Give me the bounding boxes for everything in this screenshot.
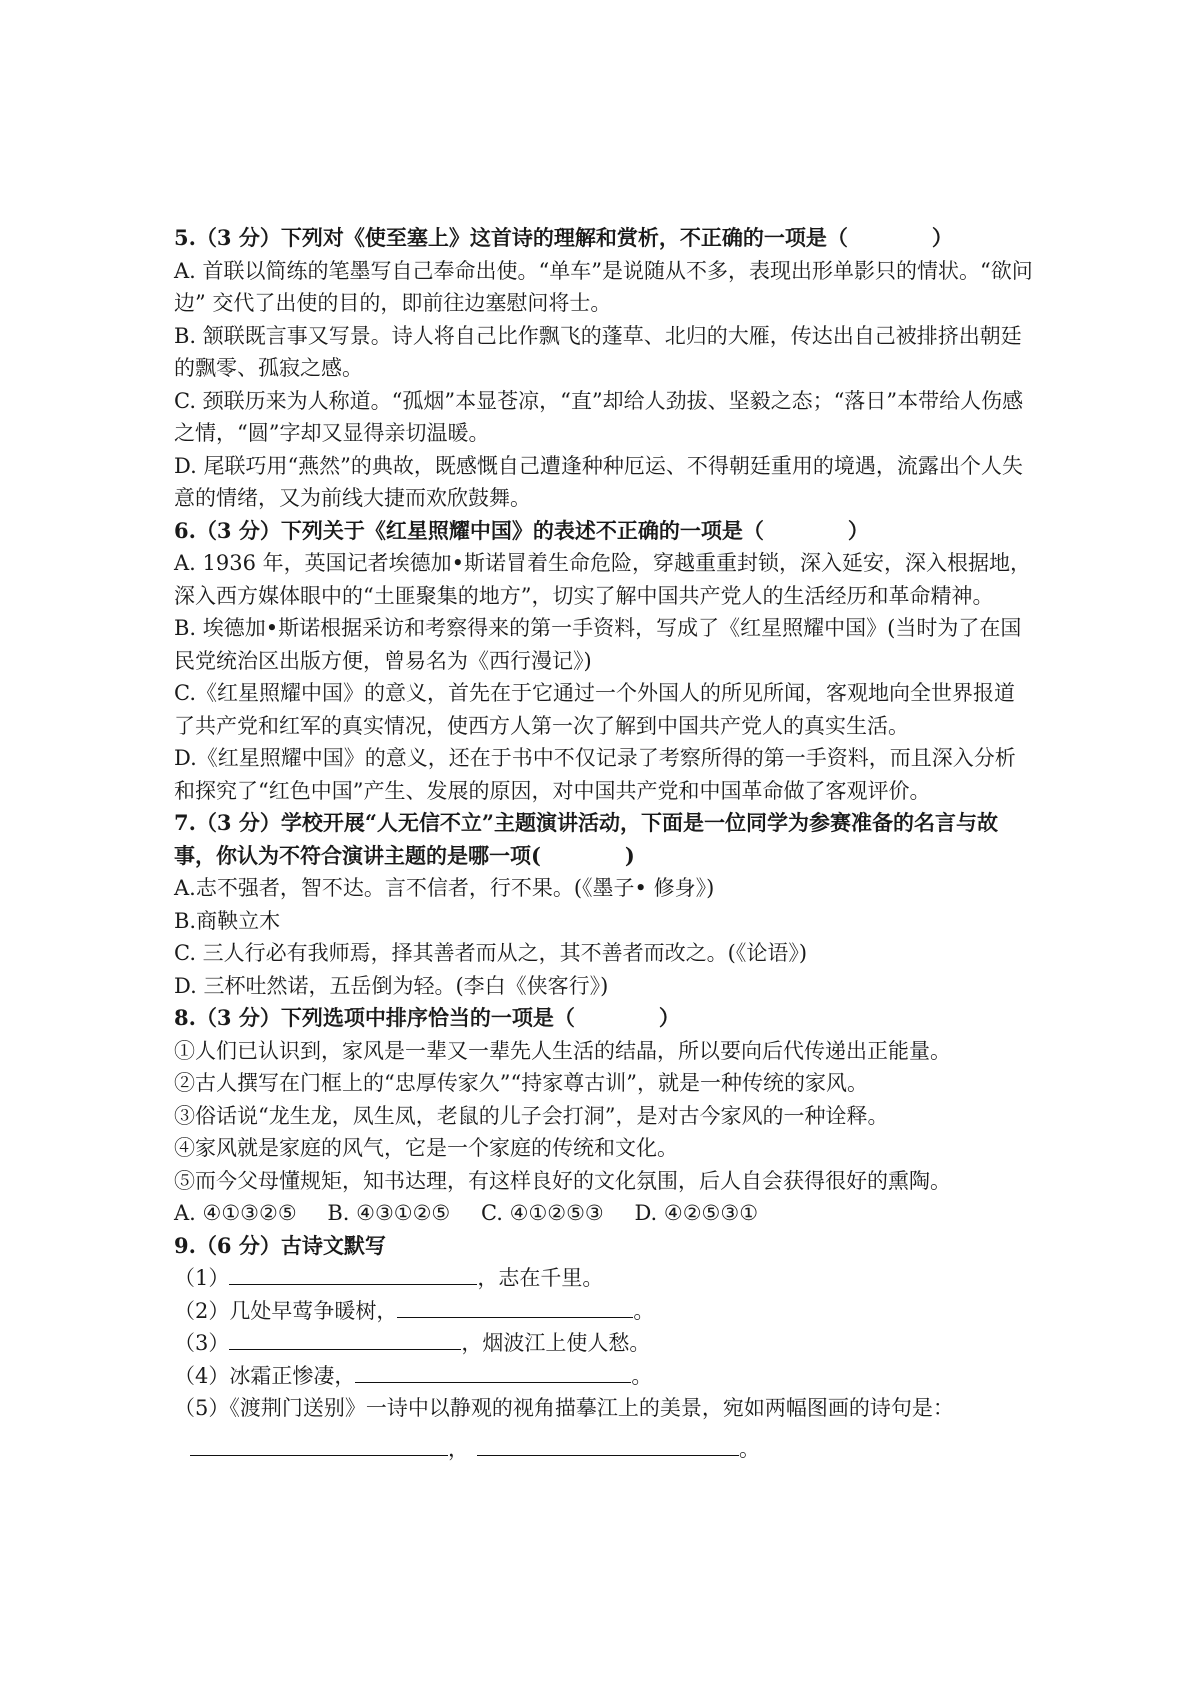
question-6-option-b: B. 埃德加•斯诺根据采访和考察得来的第一手资料，写成了《红星照耀中国》(当时为了在国民党统治区出版方便，曾易名为《西行漫记》) xyxy=(174,616,1022,673)
question-9-item-5-answer-line xyxy=(190,1433,1034,1466)
question-8-sentence-3: ③俗话说“龙生龙，凤生凤，老鼠的儿子会打洞”，是对古今家风的一种诠释。 xyxy=(174,1103,889,1128)
question-8-option-b: B. ④③①②⑤ xyxy=(327,1201,451,1225)
answer-blank[interactable] xyxy=(190,1433,448,1456)
question-5-option-d: D. 尾联巧用“燕然”的典故，既感慨自己遭逢种种厄运、不得朝廷重用的境遇，流露出个人失意的情绪，又为前线大捷而欢欣鼓舞。 xyxy=(174,453,1023,510)
item-end: 。 xyxy=(631,1363,653,1388)
question-8-option-c: C. ④①②⑤③ xyxy=(480,1201,604,1225)
item-number: （2） xyxy=(174,1298,230,1323)
answer-blank[interactable] xyxy=(477,1433,739,1456)
item-number: （3） xyxy=(174,1331,230,1355)
question-8-options xyxy=(174,1197,1034,1230)
item-number: （1） xyxy=(174,1266,230,1290)
question-7-option-b: B.商鞅立木 xyxy=(174,908,281,933)
item-number: （4） xyxy=(174,1363,230,1388)
question-5-option-c: C. 颈联历来为人称道。“孤烟”本显苍凉，“直”却给人劲拔、坚毅之态；“落日”本带给人伤感之情，“圆”字却又显得亲切温暖。 xyxy=(174,388,1024,445)
question-9-item-3 xyxy=(174,1327,1034,1360)
question-8-option-d: D. ④②⑤③① xyxy=(634,1201,759,1225)
item-text: 冰霜正惨凄， xyxy=(229,1363,356,1388)
item-end: 。 xyxy=(739,1436,760,1461)
question-8-sentence-2: ②古人撰写在门框上的“忠厚传家久”“持家尊古训”，就是一种传统的家风。 xyxy=(174,1071,868,1095)
question-6-stem: 6.（3 分）下列关于《红星照耀中国》的表述不正确的一项是（ ） xyxy=(174,517,869,543)
question-8-sentence-1: ①人们已认识到，家风是一辈又一辈先人生活的结晶，所以要向后代传递出正能量。 xyxy=(174,1038,951,1063)
question-7-option-d: D. 三杯吐然诺，五岳倒为轻。(李白《侠客行》) xyxy=(174,973,609,998)
question-9-item-1 xyxy=(174,1262,1034,1295)
question-6-option-c: C.《红星照耀中国》的意义，首先在于它通过一个外国人的所见所闻，客观地向全世界报道了共产党和红军的真实情况，使西方人第一次了解到中国共产党人的真实生活。 xyxy=(174,681,1015,738)
answer-blank[interactable] xyxy=(229,1262,477,1285)
question-8-option-a: A. ④①③②⑤ xyxy=(174,1201,297,1225)
question-5-stem: 5.（3 分）下列对《使至塞上》这首诗的理解和赏析，不正确的一项是（ ） xyxy=(174,225,953,250)
question-6-option-d: D.《红星照耀中国》的意义，还在于书中不仅记录了考察所得的第一手资料，而且深入分析和探究了“红色中国”产生、发展的原因，对中国共产党和中国革命做了客观评价。 xyxy=(174,746,1016,803)
answer-blank[interactable] xyxy=(229,1327,461,1350)
question-9-item-5 xyxy=(174,1392,1034,1425)
question-5-option-a: A. 首联以简练的笔墨写自己奉命出使。“单车”是说随从不多，表现出形单影只的情状。“欲问边” 交代了出使的目的，即前往边塞慰问将士。 xyxy=(174,258,1033,315)
item-number: （5） xyxy=(174,1396,230,1420)
question-9-stem: 9.（6 分）古诗文默写 xyxy=(174,1232,386,1258)
question-7-option-c: C. 三人行必有我师焉，择其善者而从之，其不善者而改之。(《论语》) xyxy=(174,941,808,965)
question-7-stem: 7.（3 分）学校开展“人无信不立”主题演讲活动，下面是一位同学为参赛准备的名言与故事，你认为不符合演讲主题的是哪一项( ) xyxy=(174,810,999,868)
item-end: 。 xyxy=(633,1298,655,1323)
question-7-option-a: A.志不强者，智不达。言不信者，行不果。(《墨子• 修身》) xyxy=(174,876,715,900)
question-5-option-b: B. 颔联既言事又写景。诗人将自己比作飘飞的蓬草、北归的大雁，传达出自己被排挤出朝廷的飘零、孤寂之感。 xyxy=(174,323,1022,380)
item-sep: ， xyxy=(448,1436,469,1461)
answer-blank[interactable] xyxy=(397,1295,633,1318)
item-text: ，志在千里。 xyxy=(477,1266,604,1290)
item-text: 几处早莺争暖树， xyxy=(229,1298,398,1323)
exam-content xyxy=(174,222,1034,1465)
item-text: 《渡荆门送别》一诗中以静观的视角描摹江上的美景，宛如两幅图画的诗句是： xyxy=(229,1396,954,1420)
question-9-item-2 xyxy=(174,1295,1034,1328)
question-8-sentence-4: ④家风就是家庭的风气，它是一个家庭的传统和文化。 xyxy=(174,1136,678,1160)
item-text: ，烟波江上使人愁。 xyxy=(461,1331,651,1355)
question-8-stem: 8.（3 分）下列选项中排序恰当的一项是（ ） xyxy=(174,1005,680,1030)
question-6-option-a: A. 1936 年，英国记者埃德加•斯诺冒着生命危险，穿越重重封锁，深入延安，深入根据地，深入西方媒体眼中的“土匪聚集的地方”，切实了解中国共产党人的生活经历和革命精神。 xyxy=(174,551,1032,608)
question-9-item-4 xyxy=(174,1360,1034,1393)
question-8-sentence-5: ⑤而今父母懂规矩，知书达理，有这样良好的文化氛围，后人自会获得很好的熏陶。 xyxy=(174,1168,951,1193)
answer-blank[interactable] xyxy=(355,1360,631,1383)
